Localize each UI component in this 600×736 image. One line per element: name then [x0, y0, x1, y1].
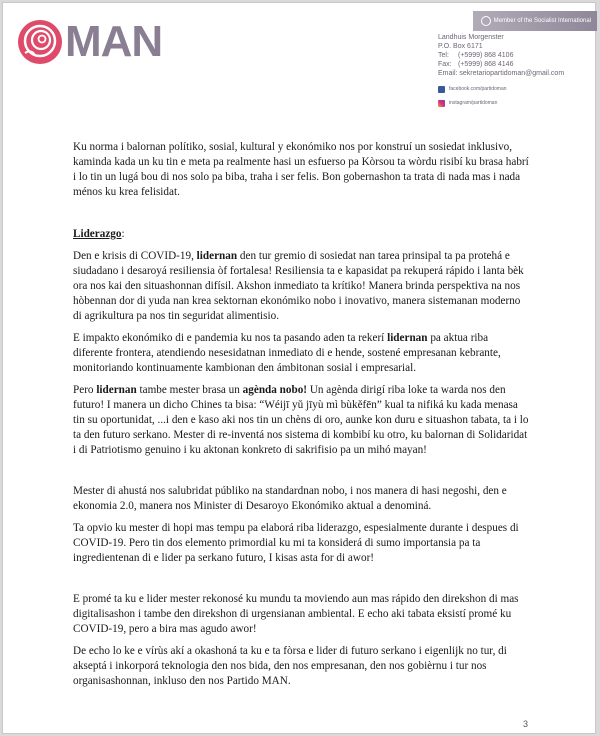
tel-value: (+5999) 868 4106: [458, 52, 514, 59]
facebook-icon: [438, 86, 445, 93]
paragraph-public-health: Mester di ahustá nos salubridat públiko na standardnan nobo, i nos manera di hasi negoshi, den e ekonomia 2.0, manera nos Minister di Desaroyo Ekonómiko aktual a denominá.: [73, 485, 507, 512]
man-logo: [17, 17, 162, 67]
facebook-link: facebook.com/partidoman: [449, 85, 507, 92]
text-run: pa aktua riba diferente frontera, atendiendo nesesidatnan inmediato di e hende, sostené empresanan kebrante, monitoriando kontinuamente kambionan den ámbitonan sosial i empresarial.: [73, 332, 501, 374]
bold-text: lidernan: [96, 384, 137, 396]
document-page: [2, 2, 596, 734]
logo-text: MAN: [65, 17, 163, 66]
heading-colon: :: [121, 228, 125, 240]
socialist-international-banner: [473, 11, 597, 31]
email-line: Email: sekretariopartidoman@gmail.com: [438, 70, 565, 77]
facebook-row: [438, 84, 593, 94]
text-run: E impakto ekonómiko di e pandemia ku nos ta pasando aden ta rekerí: [73, 332, 388, 344]
text-run: Pero: [73, 384, 97, 396]
paragraph-two-elements: Ta opvio ku mester di hopi mas tempu pa elaborá riba liderazgo, espesialmente durante i despues di COVID-19. Pero tin dos elemento primordial ku mi ta konsiderá di sumo importansia pa ta ingredientenan di e lider pa serkano futuro, I kisas asta for di awor!: [73, 522, 519, 564]
text-run: Den e krisis di COVID-19,: [73, 250, 197, 262]
page-number: 3: [523, 719, 529, 729]
tel-row: [438, 51, 593, 60]
text-run: den tur gremio di sosiedat nan tarea prinsipal ta pa protehá e siudadano i desaroyá resiliensia òf fortalesa! Resiliensia ta e kapasidat pa rekuperá rápido i lanta bèk ora nos kai den situashonnan difísil. Akshon inmediato ta krítiko! Manera brinda perspektiva na nos hòbennan dor di yuda nan krea sektornan ekonómiko nobo i inovativo, manera sistemanan moderno di agrikultura pa nos tin seguridat alimentisio.: [73, 250, 524, 322]
letterhead: [3, 3, 597, 123]
heading-text: Liderazgo: [73, 228, 122, 240]
fax-label: Fax:: [438, 61, 452, 68]
instagram-row: [438, 98, 593, 108]
paragraph-leadership-crisis: [73, 249, 529, 324]
po-box: P.O. Box 6171: [438, 43, 483, 50]
instagram-link: instagram/partidoman: [449, 99, 498, 106]
paragraph-new-agenda: [73, 383, 529, 458]
text-run: Un agènda dirigí riba loke ta warda nos den futuro! I manera un dicho Chines ta bisa: “Wéijī yǔ jīyù mì bùkěfēn” kual ta nifiká ku kada menasa tin su oportunidat, ...i den e kaso aki nos tin un chèns di oro, aunke kon duru e situashon tabata, ta i lo ta den futuro serkano. Mester di re-inventá nos sistema di kombibí ku otro, ku balornan di Solidaridat i di Patriotismo genuino i ku aktonan konkreto di sakrifisio pa un mihó mayan!: [73, 384, 529, 456]
address-name: Landhuis Morgenster: [438, 34, 504, 41]
contact-block: [438, 33, 593, 108]
document-body: [73, 140, 529, 689]
tel-label: Tel:: [438, 52, 449, 59]
fax-value: (+5999) 868 4146: [458, 61, 514, 68]
intro-paragraph: Ku norma i balornan polítiko, sosial, kultural y ekonómiko nos por konstruí un sosiedat inklusivo, kaminda kada un ku tin e meta pa realmente hasi un esfuerso pa Kòrsou ta wòrdu risibí ku brasa habrí i lo tin un lugá bou di nos solo pa biba, traha i ser felis. Bon gobernashon ta trata di nada mas i nada ménos ku krea felisidat.: [73, 141, 529, 198]
paragraph-economic-impact: [73, 331, 529, 376]
fax-row: [438, 60, 593, 69]
instagram-icon: [438, 100, 445, 107]
text-run: tambe mester brasa un: [136, 384, 243, 396]
bold-text: lidernan: [387, 332, 428, 344]
section-heading: [73, 227, 529, 242]
globe-icon: [481, 16, 491, 26]
bold-text: lidernan: [196, 250, 238, 262]
rose-logo-icon: [17, 19, 63, 65]
paragraph-technology: De echo lo ke e vírùs akí a okashoná ta ku e ta fòrsa e lider di futuro serkano i eigenlijk no tur, di akseptá i inkorporá teknologia den nos bida, den nos empresanan, den nos gobièrnu i tur nos organisashonnan, inkluso den nos Partido MAN.: [73, 645, 507, 687]
bold-text: agènda nobo!: [242, 384, 308, 396]
paragraph-digitalisation: E promé ta ku e lider mester rekonosé ku mundu ta moviendo aun mas rápido den direkshon di mas digitalisashon i tambe den direkshon di urgensianan ambiental. E echo aki tabata eksistí promé ku COVID-19, pero a bira mas agudo awor!: [73, 593, 519, 635]
si-membership-text: Member of the Socialist International: [493, 18, 591, 24]
